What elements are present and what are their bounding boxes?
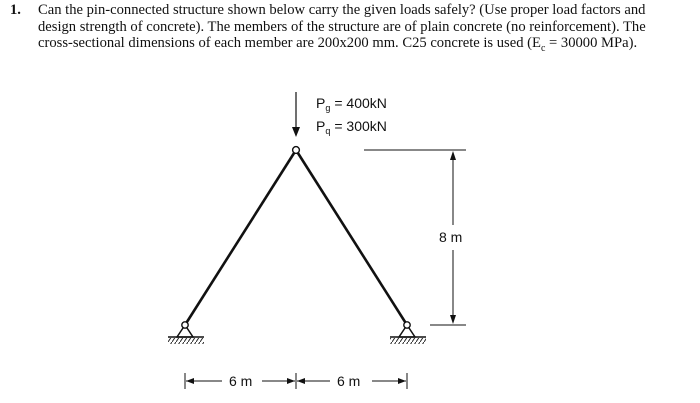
- right-pin-support: [390, 322, 426, 344]
- height-label: 8 m: [439, 229, 463, 245]
- right-member: [296, 150, 407, 325]
- span-label-right: 6 m: [337, 373, 361, 389]
- span-dimension: [185, 373, 407, 389]
- span-label-left: 6 m: [229, 373, 253, 389]
- load-arrow: [292, 92, 300, 137]
- load-label-pg: $P_g = 400kN$: [316, 95, 387, 113]
- load-label-pq: $P_q = 300kN$: [316, 118, 387, 136]
- left-member: [185, 150, 296, 325]
- problem-text-end: = 30000 MPa).: [545, 35, 638, 52]
- top-pin-joint: [293, 147, 300, 154]
- problem-number: 1.: [10, 2, 21, 18]
- left-pin-support: [168, 322, 204, 344]
- elastic-modulus-subscript: c: [540, 43, 546, 55]
- problem-text-main: Can the pin-connected structure shown below carry the given loads safely? (Use proper load factors and design strength of concrete). The members of the structure are of plain concrete (no reinforcement). The cross-sectional dimensions of each member are 200x200 mm. C25 concrete is used (E: [38, 2, 646, 52]
